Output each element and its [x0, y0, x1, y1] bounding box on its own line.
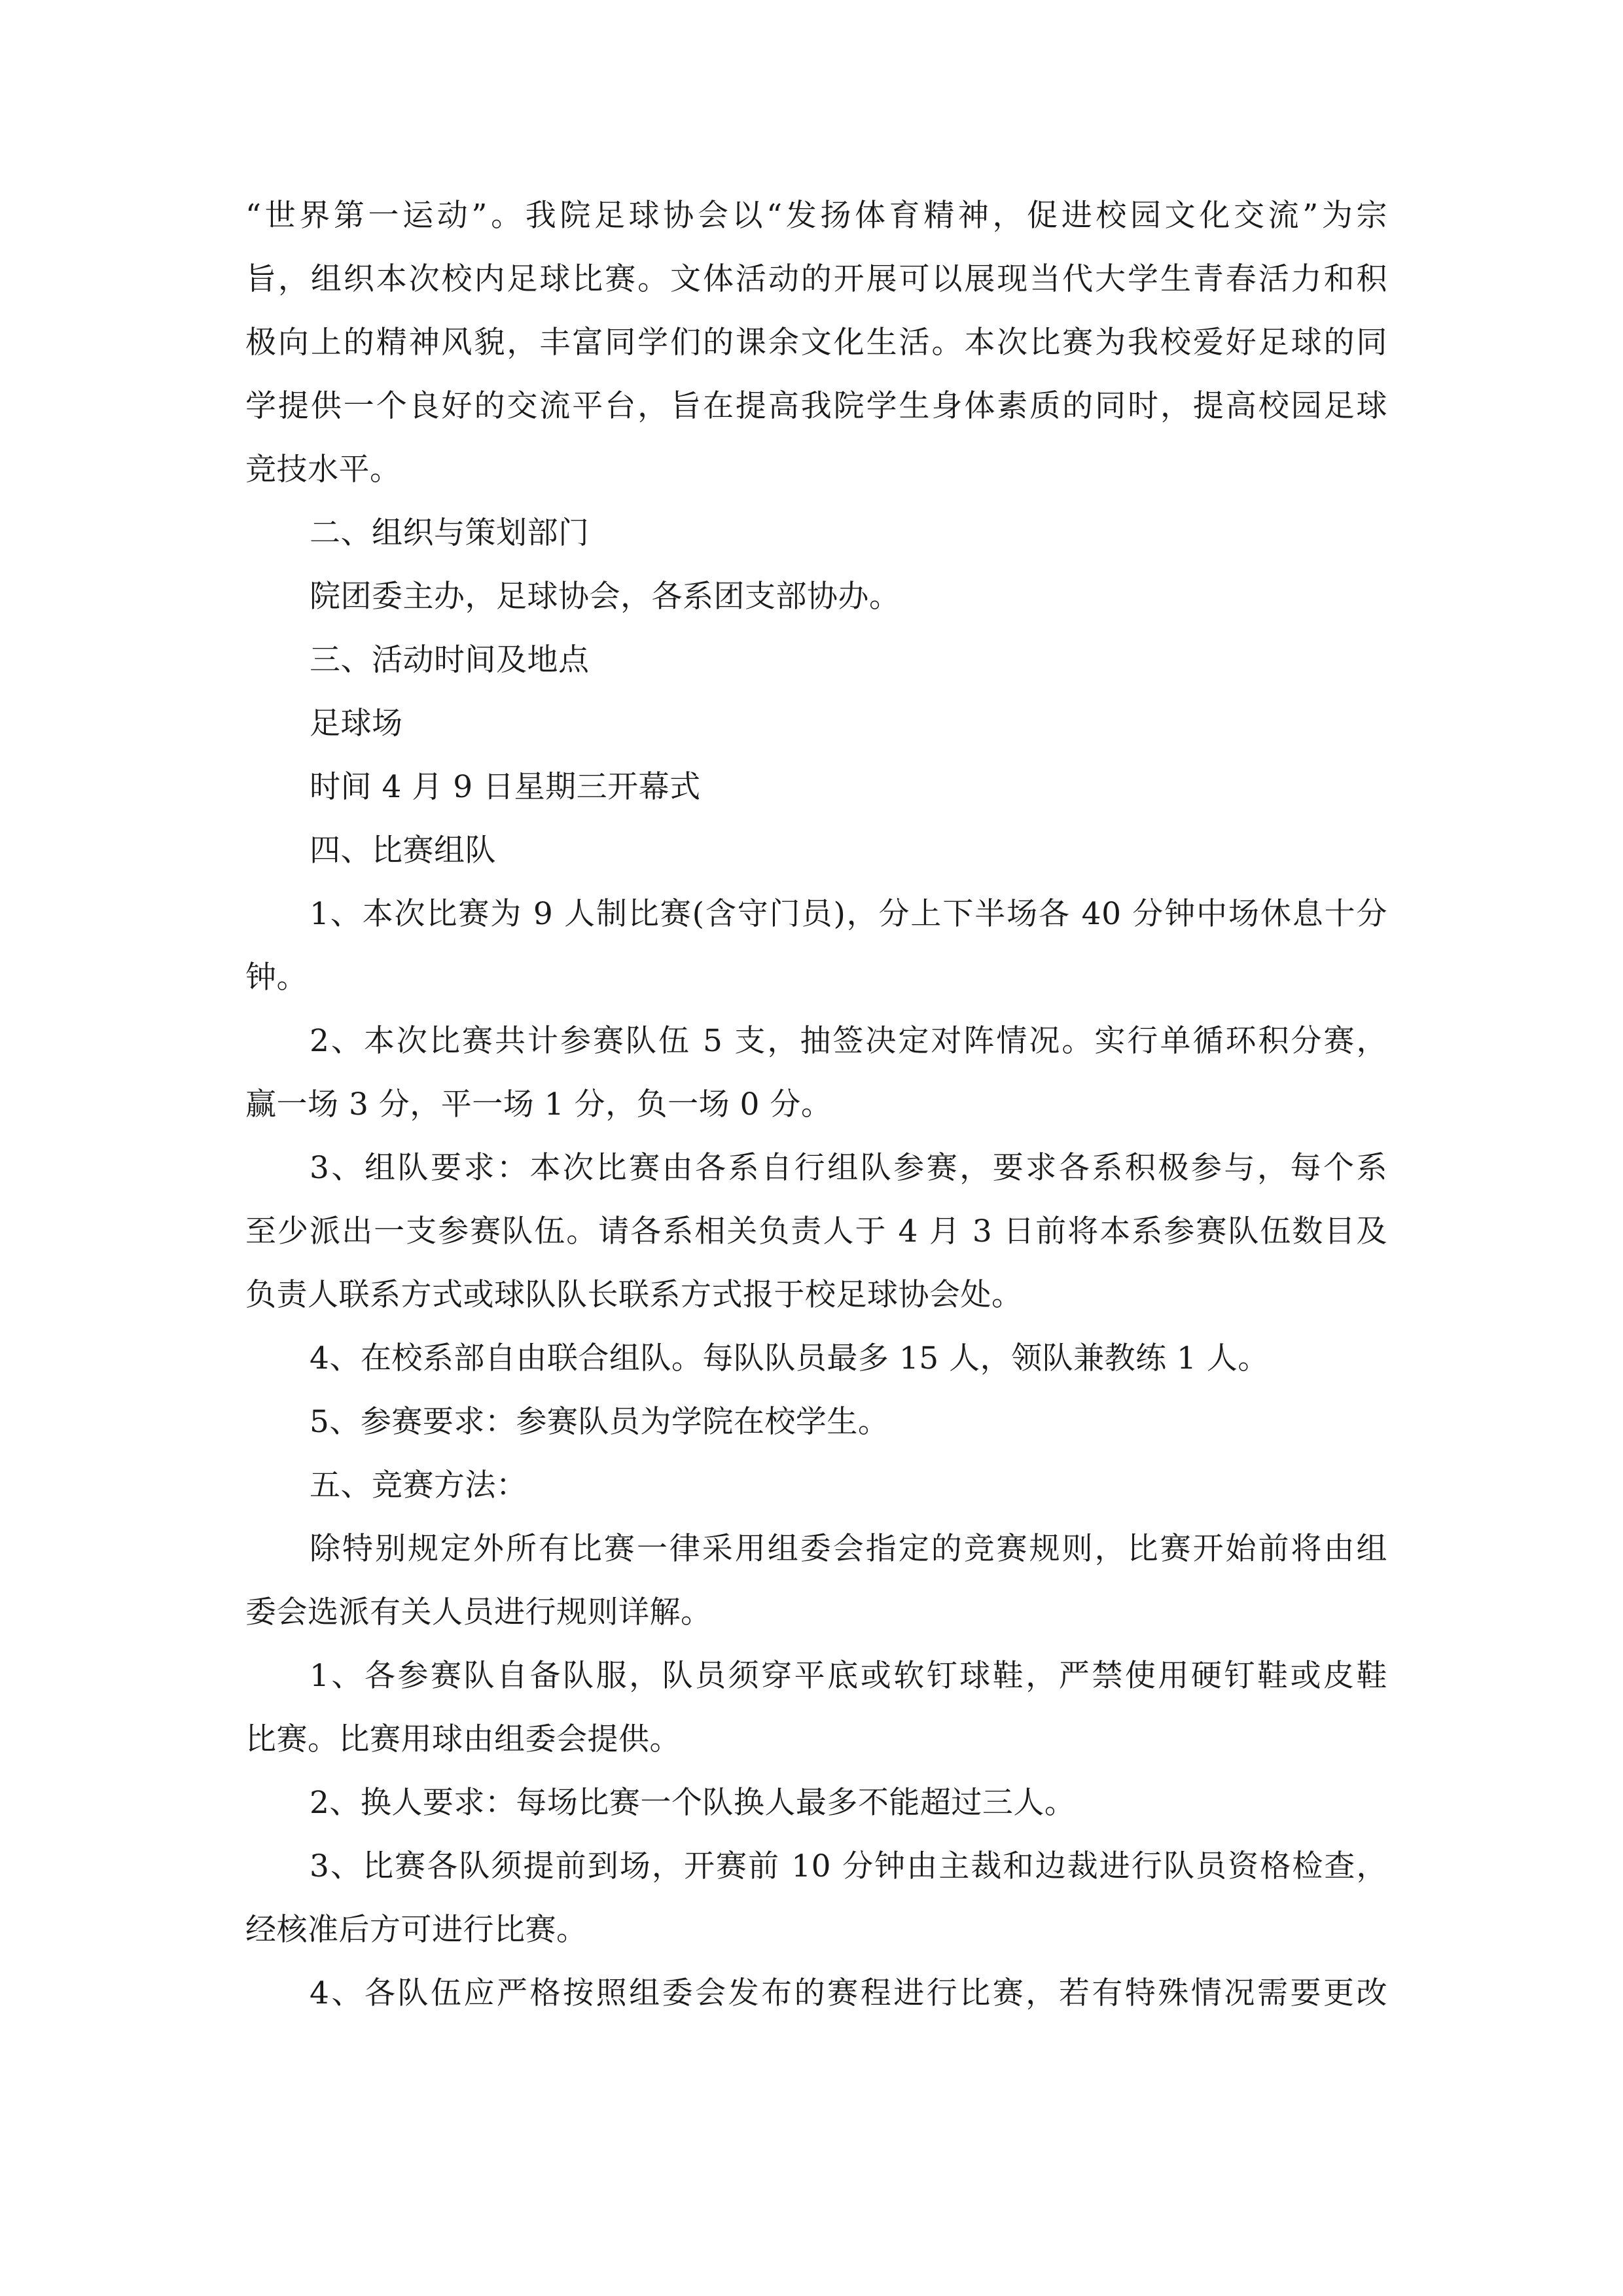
text-line: 时间 4 月 9 日星期三开幕式: [310, 769, 701, 805]
text-line: 5、参赛要求：参赛队员为学院在校学生。: [310, 1404, 889, 1440]
text-line: 旨，组织本次校内足球比赛。文体活动的开展可以展现当代大学生青春活力和积: [245, 261, 1387, 297]
text-line: 1、各参赛队自备队服，队员须穿平底或软钉球鞋，严禁使用硬钉鞋或皮鞋: [310, 1658, 1387, 1694]
text-line: 负责人联系方式或球队队长联系方式报于校足球协会处。: [245, 1277, 1023, 1313]
text-line: 钟。: [245, 960, 308, 996]
section-heading: 二、组织与策划部门: [310, 515, 590, 551]
text-line: 学提供一个良好的交流平台，旨在提高我院学生身体素质的同时，提高校园足球: [245, 388, 1387, 424]
text-line: 经核准后方可进行比赛。: [245, 1912, 588, 1948]
text-line: 院团委主办，足球协会，各系团支部协办。: [310, 579, 901, 615]
text-line: 3、组队要求：本次比赛由各系自行组队参赛，要求各系积极参与，每个系: [310, 1150, 1387, 1186]
text-line: 足球场: [310, 706, 403, 742]
text-line: 4、在校系部自由联合组队。每队队员最多 15 人，领队兼教练 1 人。: [310, 1340, 1269, 1376]
text-line: 极向上的精神风貌，丰富同学们的课余文化生活。本次比赛为我校爱好足球的同: [245, 325, 1387, 361]
text-line: 除特别规定外所有比赛一律采用组委会指定的竞赛规则，比赛开始前将由组: [310, 1531, 1387, 1567]
text-line: 赢一场 3 分，平一场 1 分，负一场 0 分。: [245, 1086, 832, 1122]
section-heading: 三、活动时间及地点: [310, 642, 590, 678]
text-line: 2、本次比赛共计参赛队伍 5 支，抽签决定对阵情况。实行单循环积分赛，: [310, 1023, 1387, 1059]
text-line: 比赛。比赛用球由组委会提供。: [245, 1721, 681, 1757]
text-line: 3、比赛各队须提前到场，开赛前 10 分钟由主裁和边裁进行队员资格检查，: [310, 1848, 1387, 1884]
section-heading: 四、比赛组队: [310, 833, 496, 869]
text-line: “世界第一运动”。我院足球协会以“发扬体育精神，促进校园文化交流”为宗: [245, 198, 1387, 234]
section-heading: 五、竞赛方法：: [310, 1467, 527, 1503]
text-line: 4、各队伍应严格按照组委会发布的赛程进行比赛，若有特殊情况需要更改: [310, 1975, 1387, 2011]
text-line: 1、本次比赛为 9 人制比赛(含守门员)，分上下半场各 40 分钟中场休息十分: [310, 896, 1387, 932]
text-line: 委会选派有关人员进行规则详解。: [245, 1594, 712, 1630]
text-line: 至少派出一支参赛队伍。请各系相关负责人于 4 月 3 日前将本系参赛队伍数目及: [245, 1213, 1387, 1249]
text-line: 2、换人要求：每场比赛一个队换人最多不能超过三人。: [310, 1785, 1076, 1821]
text-line: 竞技水平。: [245, 452, 401, 488]
